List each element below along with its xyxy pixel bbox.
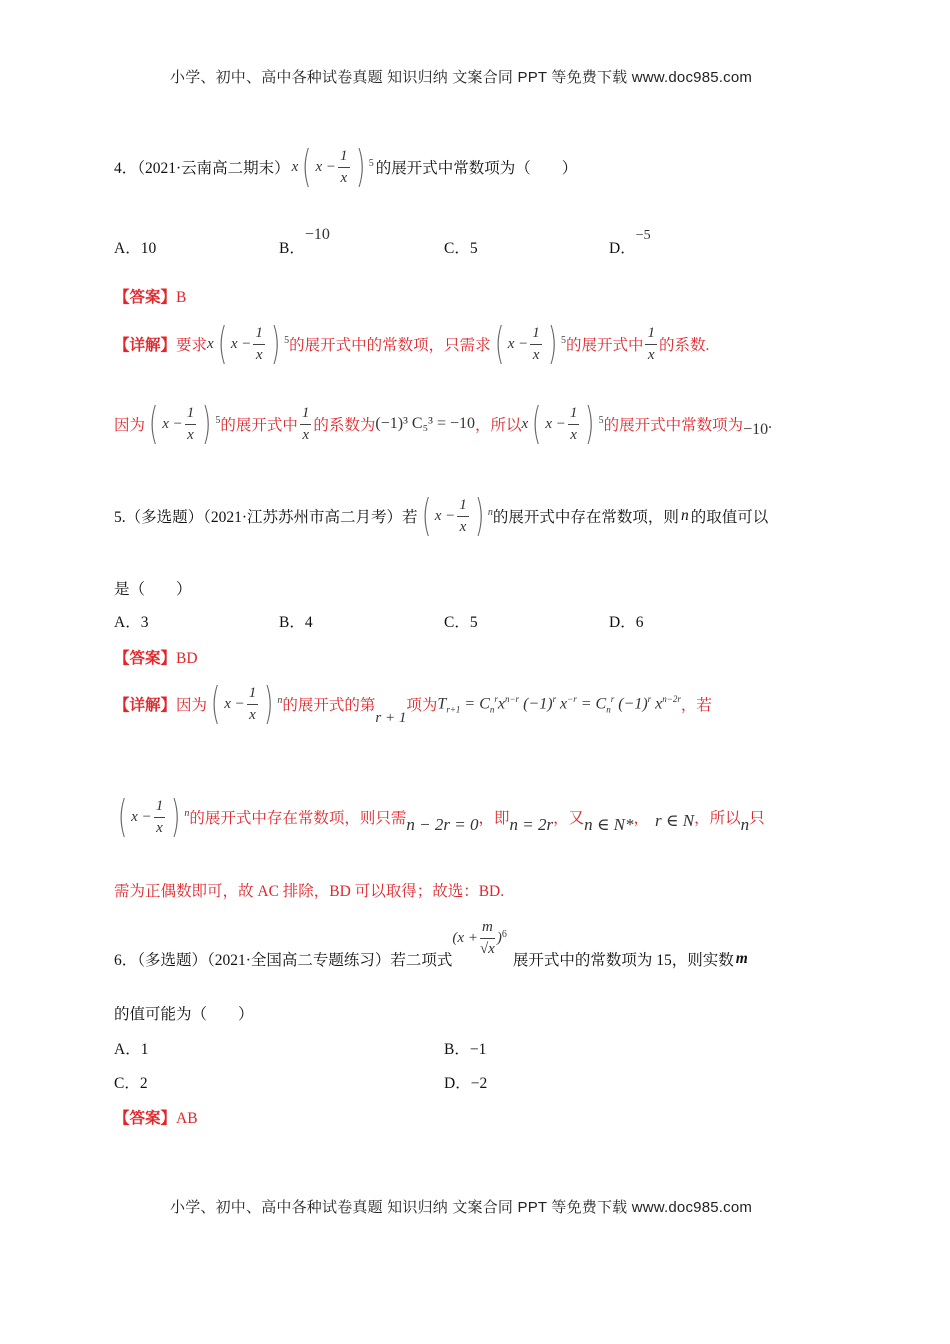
- q5-option-c: C．5: [444, 614, 478, 631]
- q6-option-b: B．−1: [444, 1041, 487, 1058]
- question-4-expression: x ( x − $\frac{1}{x}$ ) 5: [291, 141, 374, 192]
- page-footer: 小学、初中、高中各种试卷真题 知识归纳 文案合同 PPT 等免费下载 www.doc985.com: [170, 1199, 753, 1216]
- q4-option-a: A．10: [114, 240, 157, 257]
- q4-option-d: D．−5: [609, 228, 651, 257]
- question-5-line2: 是（ ）: [114, 581, 192, 598]
- q4-detail-line2: 因为 ( x − $\frac{1}{x}$ ) 5 的展开式中 $\frac{1}{x}$ 的系数为 (−1)³ C₅³ = −10 ，所以 x ( x − $\frac{1}{x}$ ) 5 的展开式中常数项为 −10 .: [114, 398, 772, 449]
- q6-answer: 【答案】AB: [114, 1110, 198, 1127]
- q5-detail-line3: 需为正偶数即可，故 AC 排除，BD 可以取得；故选：BD.: [114, 883, 505, 900]
- q5-option-a: A．3: [114, 614, 149, 631]
- question-4-suffix: 的展开式中常数项为（ ）: [375, 160, 578, 177]
- question-5: 5.（多选题）（2021·江苏苏州市高二月考）若 ( x − $\frac{1}{x}$ ) n 的展开式中存在常数项，则 n 的取值可以: [114, 490, 769, 541]
- q4-detail-line1: 【详解】 要求 x ( x − $\frac{1}{x}$ ) 5 的展开式中的常数项，只需求 ( x − $\frac{1}{x}$ ) 5 的展开式中 $\frac{1}{x}$ 的系数.: [114, 318, 710, 369]
- q4-option-c: C．5: [444, 240, 478, 257]
- q4-option-b: B．−10: [279, 226, 330, 257]
- page-header: 小学、初中、高中各种试卷真题 知识归纳 文案合同 PPT 等免费下载 www.doc985.com: [170, 69, 753, 86]
- question-4: [114, 141, 578, 192]
- question-6: 6．（多选题）（2021·全国高二专题练习）若二项式 (x + $\frac{m}{√x}$ ) 6 展开式中的常数项为 15，则实数 m: [114, 919, 748, 969]
- question-4-prefix: 4．（2021·云南高二期末）: [114, 160, 290, 177]
- q4-answer: 【答案】B: [114, 289, 187, 306]
- q5-detail-line1: 【详解】 因为 ( x − $\frac{1}{x}$ ) n 的展开式的第 r + 1 项为 $T_{r+1} = C_n^rx^{n-r}$ $(-1)^r$ $x^{-r} = C_n^r$ $(-1)^r$ $x^{n-2r}$ ，若: [114, 678, 712, 729]
- q5-option-b: B．4: [279, 614, 313, 631]
- q5-detail-line2: ( x − $\frac{1}{x}$ ) n 的展开式中存在常数项，则只需 n − 2r = 0 ，即 n = 2r ，又 n ∈ N* ， r ∈ N ，所以 n 只: [117, 791, 765, 842]
- q6-option-d: D．−2: [444, 1075, 488, 1092]
- q6-option-c: C．2: [114, 1075, 148, 1092]
- question-6-line2: 的值可能为（ ）: [114, 1006, 254, 1023]
- q5-answer: 【答案】BD: [114, 650, 198, 667]
- q5-option-d: D．6: [609, 614, 644, 631]
- q6-option-a: A．1: [114, 1041, 149, 1058]
